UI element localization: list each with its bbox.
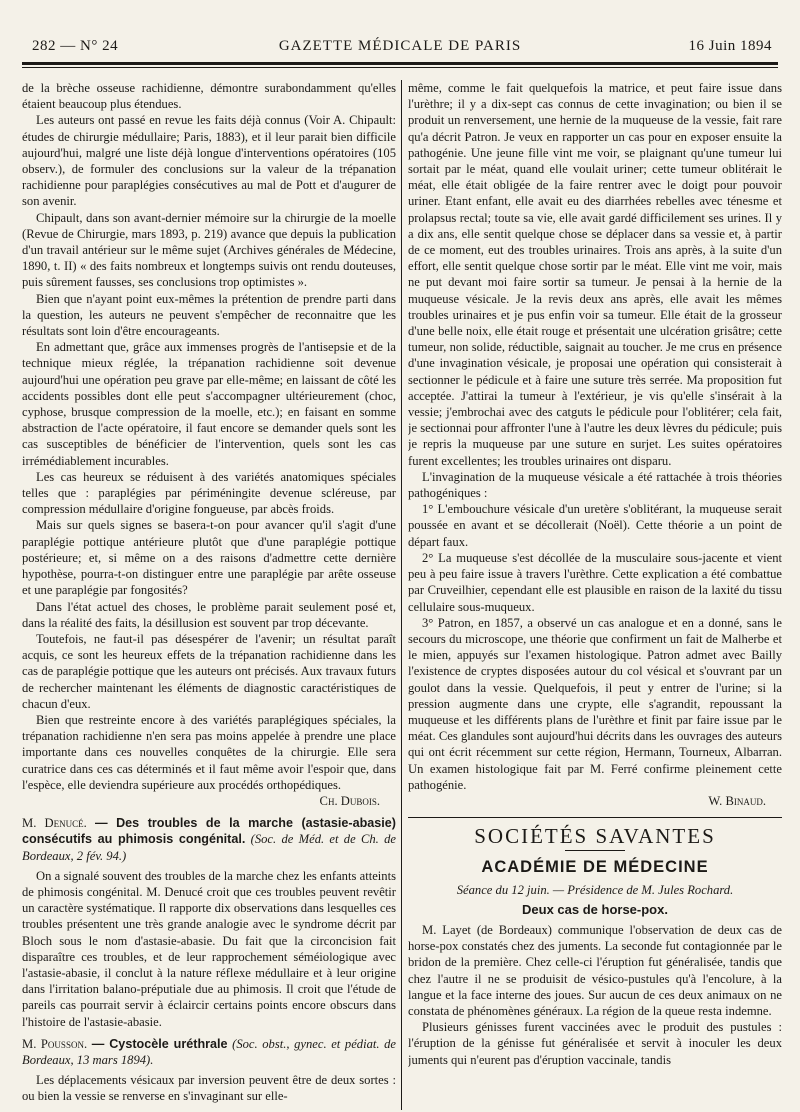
issue-date: 16 Juin 1894: [688, 38, 772, 54]
paragraph: Dans l'état actuel des choses, le problème parait seulement posé et, dans la réalité des faits, la désillusion est souvent par trop décevante.: [22, 599, 396, 630]
session-line: Séance du 12 juin. — Présidence de M. Jules Rochard.: [456, 882, 734, 897]
article-reference: (Soc. de Méd. et de Ch. de Bordeaux, 2 fév. 94.): [22, 832, 396, 863]
paragraph: 1° L'embouchure vésicale d'un uretère s'oblitérant, la muqueuse serait poussée en avant et se décollerait (Noël). Cette théorie a un point de départ faux.: [408, 502, 782, 549]
article-heading: [22, 1036, 396, 1068]
article-title: — Des troubles de la marche (astasie-abasie) consécutifs au phimosis congénital.: [22, 816, 396, 847]
column-divider: [401, 80, 402, 1110]
academy-heading: ACADÉMIE DE MÉDECINE: [481, 858, 709, 877]
paragraph: Toutefois, ne faut-il pas désespérer de l'avenir; un résultat paraît acquis, ce sont les heureux effets de la trépanation rachidienne dans les cas de paraplégie pottique que les auteurs ont précisés. Aux travaux futurs de rechercher maintenant les éléments de diagnostic caractéristiques de chacun d'eux.: [22, 631, 396, 711]
paragraph: 2° La muqueuse s'est décollée de la musculaire sous-jacente et vient peu à peu faire issue à travers l'urèthre. Cette explication a été combattue par Cruveilhier, cependant elle est plausible en raison de la laxité du tissu cellulaire sous-muqueux.: [408, 550, 782, 614]
article-title: — Cystocèle uréthrale: [91, 1036, 228, 1051]
paragraph: Les cas heureux se réduisent à des variétés anatomiques spéciales telles que : paraplégies par périméningite devenue scléreuse, par compression médullaire d'origine fongueuse, par abcès froids.: [22, 469, 396, 517]
paragraph: En admettant que, grâce aux immenses progrès de l'antisepsie et de la technique mieux réglée, la trépanation rachidienne soit devenue aujourd'hui une opération peu grave par elle-même; en laissant de côté les accidents possibles dont elle peut s'accompagner ultérieurement (choc, cyphose, brusque compression de la moelle, etc.); en faisant en somme abstraction de l'acte opératoire, il faut encore se demander quels sont les cas susceptibles de bénéficier de l'intervention, quels sont les cas irrémédiablement incurables.: [22, 340, 396, 468]
paragraph: Mais sur quels signes se basera-t-on pour avancer qu'il s'agit d'une paraplégie pottique antérieure plutôt que d'une paraplégie pottique postérieure; et, si même on a des raisons d'admettre cette dernière hypothèse, pourra-t-on distinguer entre une paraplégie par arête osseuse et une paraplégie par fongosités?: [22, 518, 396, 598]
paragraph: On a signalé souvent des troubles de la marche chez les enfants atteints de phimosis congénital. M. Denucé croit que ces troubles peuvent revêtir un caractère systématique. Il rapporte dix observations dans lesquelles ces troubles présentent une très grande analogie avec le syndrome décrit par Bloch sous le nom d'astasie-abasie. Du fait que la circoncision fait disparaître ces troubles, et de leur rapprochement séméiologique avec l'astasie-abasie, il conclut à la nature réflexe médullaire et à leur origine dans l'irritation balano-préputiale due au phimosis. Il croit que l'étude de pareils cas pourrait servir à éclaircir certains points encore obscurs dans l'histoire de l'astasie-abasie.: [22, 868, 396, 1029]
article-author: M. Pousson.: [22, 1036, 88, 1051]
section-underline: [565, 850, 625, 851]
journal-title: GAZETTE MÉDICALE DE PARIS: [278, 38, 522, 54]
paragraph: Les auteurs ont passé en revue les faits déjà connus (Voir A. Chipault: études de chirurgie médullaire; Paris, 1883), et il leur parait bien difficile aujourd'hui, malgré une liste déjà longue d'interventions opératoires (105 observ.), de formuler des conclusions sur la valeur de la trépanation rachidienne pour paraplégies consécutives au mal de Pott et d'augurer de son avenir.: [22, 113, 396, 209]
paragraph: M. Layet (de Bordeaux) communique l'observation de deux cas de horse-pox constatés chez des juments. La seconde fut contagionnée par le bridon de la première. Chez celle-ci l'éruption fut généralisée, tandis que chez l'autre il ne se produisit de vésico-pustules qu'à l'encolure, à la langue et la face interne des joues. Sur aucun de ces deux animaux on ne constata de phénomènes généraux. La région de la queue resta indemne.: [408, 922, 782, 1018]
paragraph: Plusieurs génisses furent vaccinées avec le produit des pustules : l'éruption de la génisse fut généralisée et servit à inoculer les deux juments qui n'eurent pas d'éruption vaccinale, tandis: [408, 1020, 782, 1067]
article-reference: (Soc. obst., gynec. et pédiat. de Bordeaux, 13 mars 1894).: [22, 1036, 396, 1067]
communication-title: Deux cas de horse-pox.: [522, 901, 668, 917]
article-author: M. Denucé.: [22, 816, 87, 831]
section-title: SOCIÉTÉS SAVANTES: [474, 824, 716, 849]
left-column: [22, 80, 396, 1110]
signature: Ch. Dubois.: [319, 793, 380, 808]
section-rule: [408, 817, 782, 818]
paragraph: même, comme le fait quelquefois la matrice, et peut faire issue dans l'urèthre; il y a dix-sept cas connus de cette invagination; ou bien il se produit un renversement, une hernie de la muqueuse de la vessie, fait rare qu'a décrit Patron. Je veux en rapporter un cas pour en exposer ensuite la pathogénie. Une jeune fille vint me voir, se plaignant qu'une tumeur lui sortait par le méat, quand elle voulait uriner; cette tumeur oblitérait le méat, elle était obligée de la faire rentrer avec le doigt pour pouvoir uriner. Etant enfant, elle avait eu des diarrhées rebelles avec ténesme et prolapsus rectal; toute sa vie, elle avait gardé difficilement ses urines. Il y a dix ans, elle sentit quelque chose se déplacer dans sa vessie et, à partir de ce moment, eut des troubles urinaires. Trois ans après, à la suite d'un effort, elle sentit quelque chose sortir par le méat. Elle vint me voir, mais ne put devant moi faire sortir sa tumeur. Je pensai à la hernie de la muqueuse vésicale. Je la revis deux ans après, elle avait les mêmes troubles urinaires et je pus enfin voir sa tumeur. Elle était de la grosseur d'une belle noix, elle était rouge et présentait une ulcération grisâtre; cette tumeur, non solide, réductible, saignait au toucher. Je me crus en présence d'une invagination vésicale, je proposai une opération qui consisterait à sectionner le pédicule et à faire une suture très serrée. Ma proposition fut acceptée. J'attirai la tumeur à l'extérieur, je vis qu'elle s'insérait à la vessie; j'embrochai avec des catguts le pédicule pour l'oblitérer; cela fait, je sectionnai pour affronter l'une à l'autre les deux lèvres du pédicule; puis je repris la muqueuse par une suture en surjet. Les suites opératoires furent excellentes; les troubles urinaires ont disparu.: [408, 81, 782, 468]
header-rule: [22, 62, 778, 65]
page-number: 282 — N° 24: [32, 38, 119, 54]
paragraph: de la brèche osseuse rachidienne, démontre surabondamment qu'elles étaient beaucoup plus étendues.: [22, 81, 396, 112]
paragraph: Chipault, dans son avant-dernier mémoire sur la chirurgie de la moelle (Revue de Chirurgie, mars 1893, p. 219) avance que depuis la publication d'un travail antérieur sur le même sujet (Archives générales de Médecine, 1890, t. II) « des faits nombreux et longtemps suivis ont rendu douteuses, puis sûrement fausses, ses conclusions trop optimistes ».: [22, 210, 396, 290]
page-header: [22, 36, 778, 58]
header-rule-thin: [22, 67, 778, 68]
paragraph: Bien que n'ayant point eux-mêmes la prétention de prendre parti dans la question, les auteurs ne peuvent s'empêcher de reconnaitre que les résultats sont loin d'être encourageants.: [22, 291, 396, 339]
paragraph: Bien que restreinte encore à des variétés paraplégiques spéciales, la trépanation rachidienne n'en sera pas moins appelée à prendre une place importante dans ces nouvelles conquêtes de la chirurgie. Elle sera curatrice dans ces cas déterminés et il faut même avoir l'espoir que, dans l'espèce, elle deviendra supérieure aux procédés orthopédiques.: [22, 712, 396, 792]
right-column: [408, 80, 782, 1110]
paragraph: 3° Patron, en 1857, a observé un cas analogue et en a donné, sans le secours du microscope, une théorie que confirment un fait de Malherbe et le mien, appuyés sur l'examen histologique. Patron admet avec Bailly l'existence de cryptes disposées autour du col vésical et s'ouvrant par un goulot dans la vessie. Quelquefois, il peut y entrer de l'urine; si la pression augmente dans une crypte, elle s'agrandit, repoussant la muqueuse et les différents plans de l'urèthre et finit par faire issue par le méat. Ces glandules sont aujourd'hui décrits dans les ouvrages des auteurs qui ont écrit récemment sur cette région, Hermann, Tourneux, Albarran. Un examen histologique fait par M. Ferré confirme pleinement cette pathogénie.: [408, 615, 782, 792]
paragraph: L'invagination de la muqueuse vésicale a été rattachée à trois théories pathogéniques :: [408, 469, 782, 501]
paragraph: Les déplacements vésicaux par inversion peuvent être de deux sortes : ou bien la vessie se renverse en s'invaginant sur elle-: [22, 1073, 396, 1104]
article-heading: [22, 815, 396, 864]
signature: W. Binaud.: [708, 793, 766, 808]
